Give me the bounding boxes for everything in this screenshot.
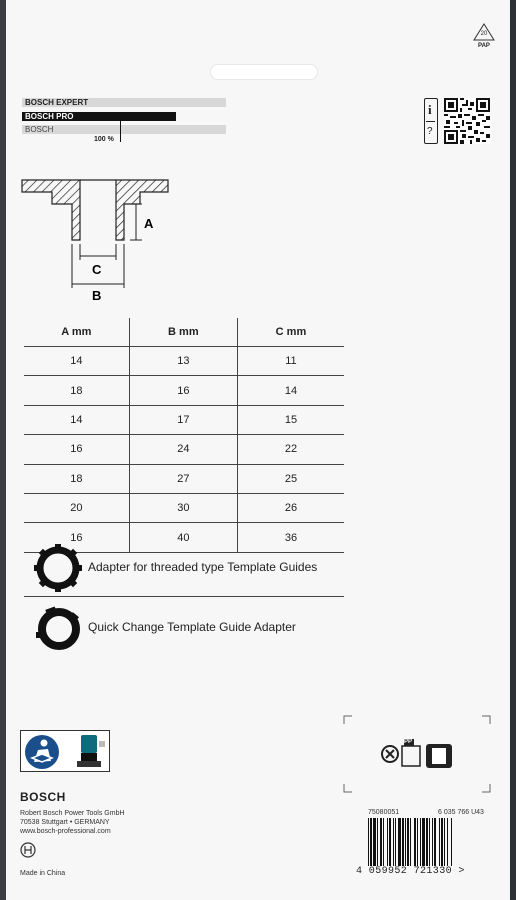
recycle-code: PAP bbox=[478, 43, 490, 49]
cell-c: 22 bbox=[237, 435, 344, 464]
address-line-2: 70538 Stuttgart • GERMANY bbox=[20, 819, 110, 826]
router-tool-icon bbox=[73, 733, 107, 771]
tier-percent: 100 % bbox=[94, 136, 114, 143]
table-row bbox=[24, 435, 344, 464]
barcode-bar bbox=[441, 818, 443, 866]
barcode-bar bbox=[432, 818, 433, 866]
hang-slot bbox=[210, 64, 318, 80]
barcode-bar bbox=[398, 818, 401, 866]
threaded-adapter-icon bbox=[34, 544, 82, 592]
info-icon: i ? bbox=[424, 98, 438, 144]
cell-a: 20 bbox=[24, 493, 129, 522]
table-header-row bbox=[24, 318, 344, 347]
barcode-bar bbox=[410, 818, 411, 866]
header-b: B mm bbox=[129, 318, 237, 347]
barcode-bar bbox=[451, 818, 452, 866]
cell-c: 36 bbox=[237, 523, 344, 552]
cell-b: 16 bbox=[129, 376, 237, 405]
cell-b: 17 bbox=[129, 405, 237, 434]
package-back bbox=[6, 0, 510, 900]
adapter-quick-change-label: Quick Change Template Guide Adapter bbox=[88, 620, 296, 634]
brand-logo: BOSCH bbox=[20, 790, 66, 804]
article-code-right: 6 035 766 U43 bbox=[438, 809, 484, 816]
adapter-threaded-row bbox=[24, 540, 344, 597]
barcode-bar bbox=[429, 818, 430, 866]
cell-b: 24 bbox=[129, 435, 237, 464]
barcode-bar bbox=[380, 818, 382, 866]
barcode-digits: 4 059952 721330 > bbox=[356, 866, 465, 877]
barcode-bar bbox=[395, 818, 396, 866]
adapter-threaded-label: Adapter for threaded type Template Guides bbox=[88, 560, 318, 574]
cell-b: 30 bbox=[129, 493, 237, 522]
tier-bosch: BOSCH bbox=[22, 125, 226, 134]
safety-icons-box bbox=[20, 730, 110, 772]
cell-c: 25 bbox=[237, 464, 344, 493]
cell-b: 13 bbox=[129, 347, 237, 376]
barcode-bar bbox=[402, 818, 404, 866]
label-b: B bbox=[92, 288, 102, 303]
tier-marker-line bbox=[120, 112, 121, 142]
cell-a: 16 bbox=[24, 523, 129, 552]
cell-b: 40 bbox=[129, 523, 237, 552]
table-row bbox=[24, 347, 344, 376]
cell-c: 15 bbox=[237, 405, 344, 434]
cell-c: 26 bbox=[237, 493, 344, 522]
barcode-bar bbox=[368, 818, 369, 866]
barcode-bar bbox=[370, 818, 372, 866]
read-manual-icon bbox=[24, 734, 60, 770]
label-c: C bbox=[92, 262, 102, 277]
right-frame bbox=[510, 0, 516, 900]
qr-code bbox=[444, 98, 490, 144]
adapter-quick-change-row bbox=[24, 600, 344, 656]
quick-change-adapter-icon bbox=[34, 604, 84, 654]
tier-pro: BOSCH PRO bbox=[22, 112, 176, 121]
barcode-bar bbox=[389, 818, 391, 866]
barcode-bar bbox=[407, 818, 409, 866]
cell-a: 14 bbox=[24, 347, 129, 376]
dimension-table bbox=[24, 318, 344, 553]
table-row bbox=[24, 493, 344, 522]
barcode-bar bbox=[417, 818, 418, 866]
tier-expert: BOSCH EXPERT bbox=[22, 98, 226, 107]
cell-a: 16 bbox=[24, 435, 129, 464]
cell-c: 14 bbox=[237, 376, 344, 405]
barcode-bar bbox=[422, 818, 425, 866]
cell-a: 18 bbox=[24, 376, 129, 405]
made-in-label: Made in China bbox=[20, 870, 66, 877]
cell-a: 18 bbox=[24, 464, 129, 493]
recycle-icon bbox=[472, 22, 496, 54]
barcode-bar bbox=[414, 818, 416, 866]
barcode bbox=[366, 818, 490, 868]
barcode-bar bbox=[373, 818, 376, 866]
barcode-bar bbox=[377, 818, 378, 866]
label-a: A bbox=[144, 216, 154, 231]
barcode-bar bbox=[383, 818, 384, 866]
cell-c: 11 bbox=[237, 347, 344, 376]
barcode-bar bbox=[444, 818, 445, 866]
bosch-armature-icon bbox=[20, 842, 36, 858]
barcode-bar bbox=[434, 818, 436, 866]
barcode-bar bbox=[387, 818, 388, 866]
table-row bbox=[24, 405, 344, 434]
barcode-bar bbox=[447, 818, 448, 866]
barcode-bar bbox=[393, 818, 394, 866]
article-code-left: 75080051 bbox=[368, 809, 400, 816]
barcode-bar bbox=[405, 818, 406, 866]
cell-a: 14 bbox=[24, 405, 129, 434]
recycle-number: 20 bbox=[480, 31, 488, 37]
table-row bbox=[24, 464, 344, 493]
header-c: C mm bbox=[237, 318, 344, 347]
address-line-3: www.bosch-professional.com bbox=[20, 828, 111, 835]
header-a: A mm bbox=[61, 326, 92, 338]
barcode-bar bbox=[439, 818, 440, 866]
barcode-bar bbox=[426, 818, 428, 866]
barcode-bar bbox=[420, 818, 421, 866]
guide-cross-section-diagram bbox=[6, 168, 206, 308]
cell-b: 27 bbox=[129, 464, 237, 493]
address-line-1: Robert Bosch Power Tools GmbH bbox=[20, 810, 125, 817]
disposal-icons bbox=[380, 738, 456, 770]
pp-label: PP bbox=[404, 739, 413, 745]
table-row bbox=[24, 376, 344, 405]
